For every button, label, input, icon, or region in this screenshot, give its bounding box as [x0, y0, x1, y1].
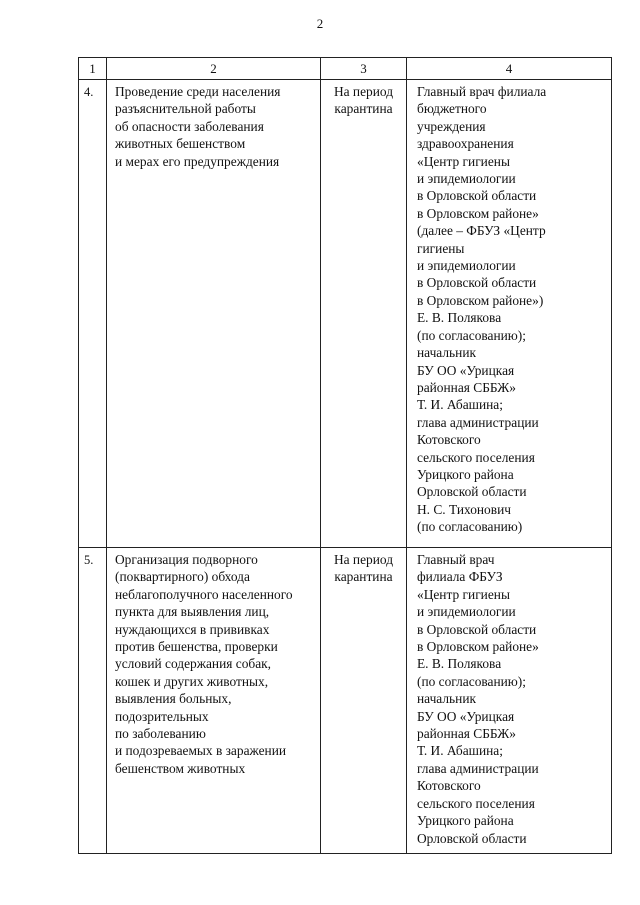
table-row: [79, 80, 612, 548]
description-line: и мерах его предупреждения: [115, 153, 280, 169]
responsible-line: и эпидемиологии: [417, 171, 516, 187]
responsible-line: глава администрации: [417, 414, 539, 430]
description-line: пункта для выявления лиц,: [115, 604, 270, 620]
description-line: условий содержания собак,: [115, 656, 272, 672]
responsible-line: и эпидемиологии: [417, 258, 516, 274]
row-number: 4.: [79, 80, 107, 548]
measure-period: [321, 548, 407, 854]
column-header: 1: [79, 58, 107, 80]
description-line: нуждающихся в прививках: [115, 621, 270, 637]
responsible-line: БУ ОО «Урицкая: [417, 708, 515, 724]
responsible-line: в Орловской области: [417, 621, 537, 637]
description-line: бешенством животных: [115, 760, 246, 776]
responsible-line: сельского поселения: [417, 795, 535, 811]
responsible-line: (по согласованию): [417, 519, 523, 535]
measure-description: [107, 80, 321, 548]
column-header: 4: [407, 58, 612, 80]
measure-description: [107, 548, 321, 854]
responsible-line: Главный врач филиала: [417, 84, 547, 99]
table-row: [79, 548, 612, 854]
responsible-line: в Орловской области: [417, 188, 537, 204]
responsible-line: (по согласованию);: [417, 673, 526, 689]
responsible-line: Т. И. Абашина;: [417, 743, 503, 759]
period-line: На период: [333, 84, 394, 99]
responsible-line: «Центр гигиены: [417, 586, 510, 602]
responsible-line: районная СББЖ»: [417, 379, 516, 395]
description-line: по заболеванию: [115, 726, 206, 742]
description-line: кошек и других животных,: [115, 673, 269, 689]
measures-table: [78, 57, 612, 854]
responsible-line: начальник: [417, 691, 476, 707]
responsible-line: глава администрации: [417, 760, 539, 776]
responsible-line: Урицкого района: [417, 466, 514, 482]
page-number: 2: [316, 16, 324, 31]
period-line: карантина: [334, 101, 393, 117]
period-line: На период: [333, 552, 394, 567]
responsible-line: Т. И. Абашина;: [417, 397, 503, 413]
responsible-line: учреждения: [417, 118, 486, 134]
responsible-line: БУ ОО «Урицкая: [417, 362, 515, 378]
description-line: подозрительных: [115, 708, 209, 724]
column-header: 2: [107, 58, 321, 80]
responsible-line: в Орловском районе»: [417, 639, 539, 655]
responsible-line: в Орловской области: [417, 275, 537, 291]
description-line: Проведение среди населения: [115, 84, 281, 99]
row-number: 5.: [79, 548, 107, 854]
responsible-line: Главный врач: [417, 552, 495, 567]
responsible-line: Е. В. Полякова: [417, 656, 502, 672]
responsible-line: сельского поселения: [417, 449, 535, 465]
responsible-line: «Центр гигиены: [417, 153, 510, 169]
responsible-line: Котовского: [417, 778, 481, 794]
description-line: неблагополучного населенного: [115, 586, 293, 602]
responsible-line: Урицкого района: [417, 813, 514, 829]
responsible-line: гигиены: [417, 240, 465, 256]
measure-responsible: [407, 548, 612, 854]
responsible-line: и эпидемиологии: [417, 604, 516, 620]
description-line: животных бешенством: [115, 136, 246, 152]
responsible-line: бюджетного: [417, 101, 487, 117]
responsible-line: Котовского: [417, 432, 481, 448]
table-header-row: [79, 58, 612, 80]
responsible-line: в Орловском районе»: [417, 205, 539, 221]
responsible-line: Е. В. Полякова: [417, 310, 502, 326]
measure-responsible: [407, 80, 612, 548]
responsible-line: районная СББЖ»: [417, 726, 516, 742]
description-line: разъяснительной работы: [115, 101, 256, 117]
measure-period: [321, 80, 407, 548]
responsible-line: Орловской области: [417, 484, 527, 500]
responsible-line: в Орловском районе»): [417, 292, 544, 308]
responsible-line: (по согласованию);: [417, 327, 526, 343]
responsible-line: здравоохранения: [417, 136, 514, 152]
description-line: против бешенства, проверки: [115, 639, 278, 655]
description-line: выявления больных,: [115, 691, 232, 707]
responsible-line: Н. С. Тихонович: [417, 501, 511, 517]
responsible-line: филиала ФБУЗ: [417, 569, 503, 585]
responsible-line: Орловской области: [417, 830, 527, 846]
description-line: Организация подворного: [115, 552, 258, 567]
responsible-line: начальник: [417, 345, 476, 361]
description-line: (поквартирного) обхода: [115, 569, 250, 585]
column-header: 3: [321, 58, 407, 80]
description-line: об опасности заболевания: [115, 118, 264, 134]
period-line: карантина: [334, 569, 393, 585]
responsible-line: (далее – ФБУЗ «Центр: [417, 223, 546, 239]
description-line: и подозреваемых в заражении: [115, 743, 287, 759]
